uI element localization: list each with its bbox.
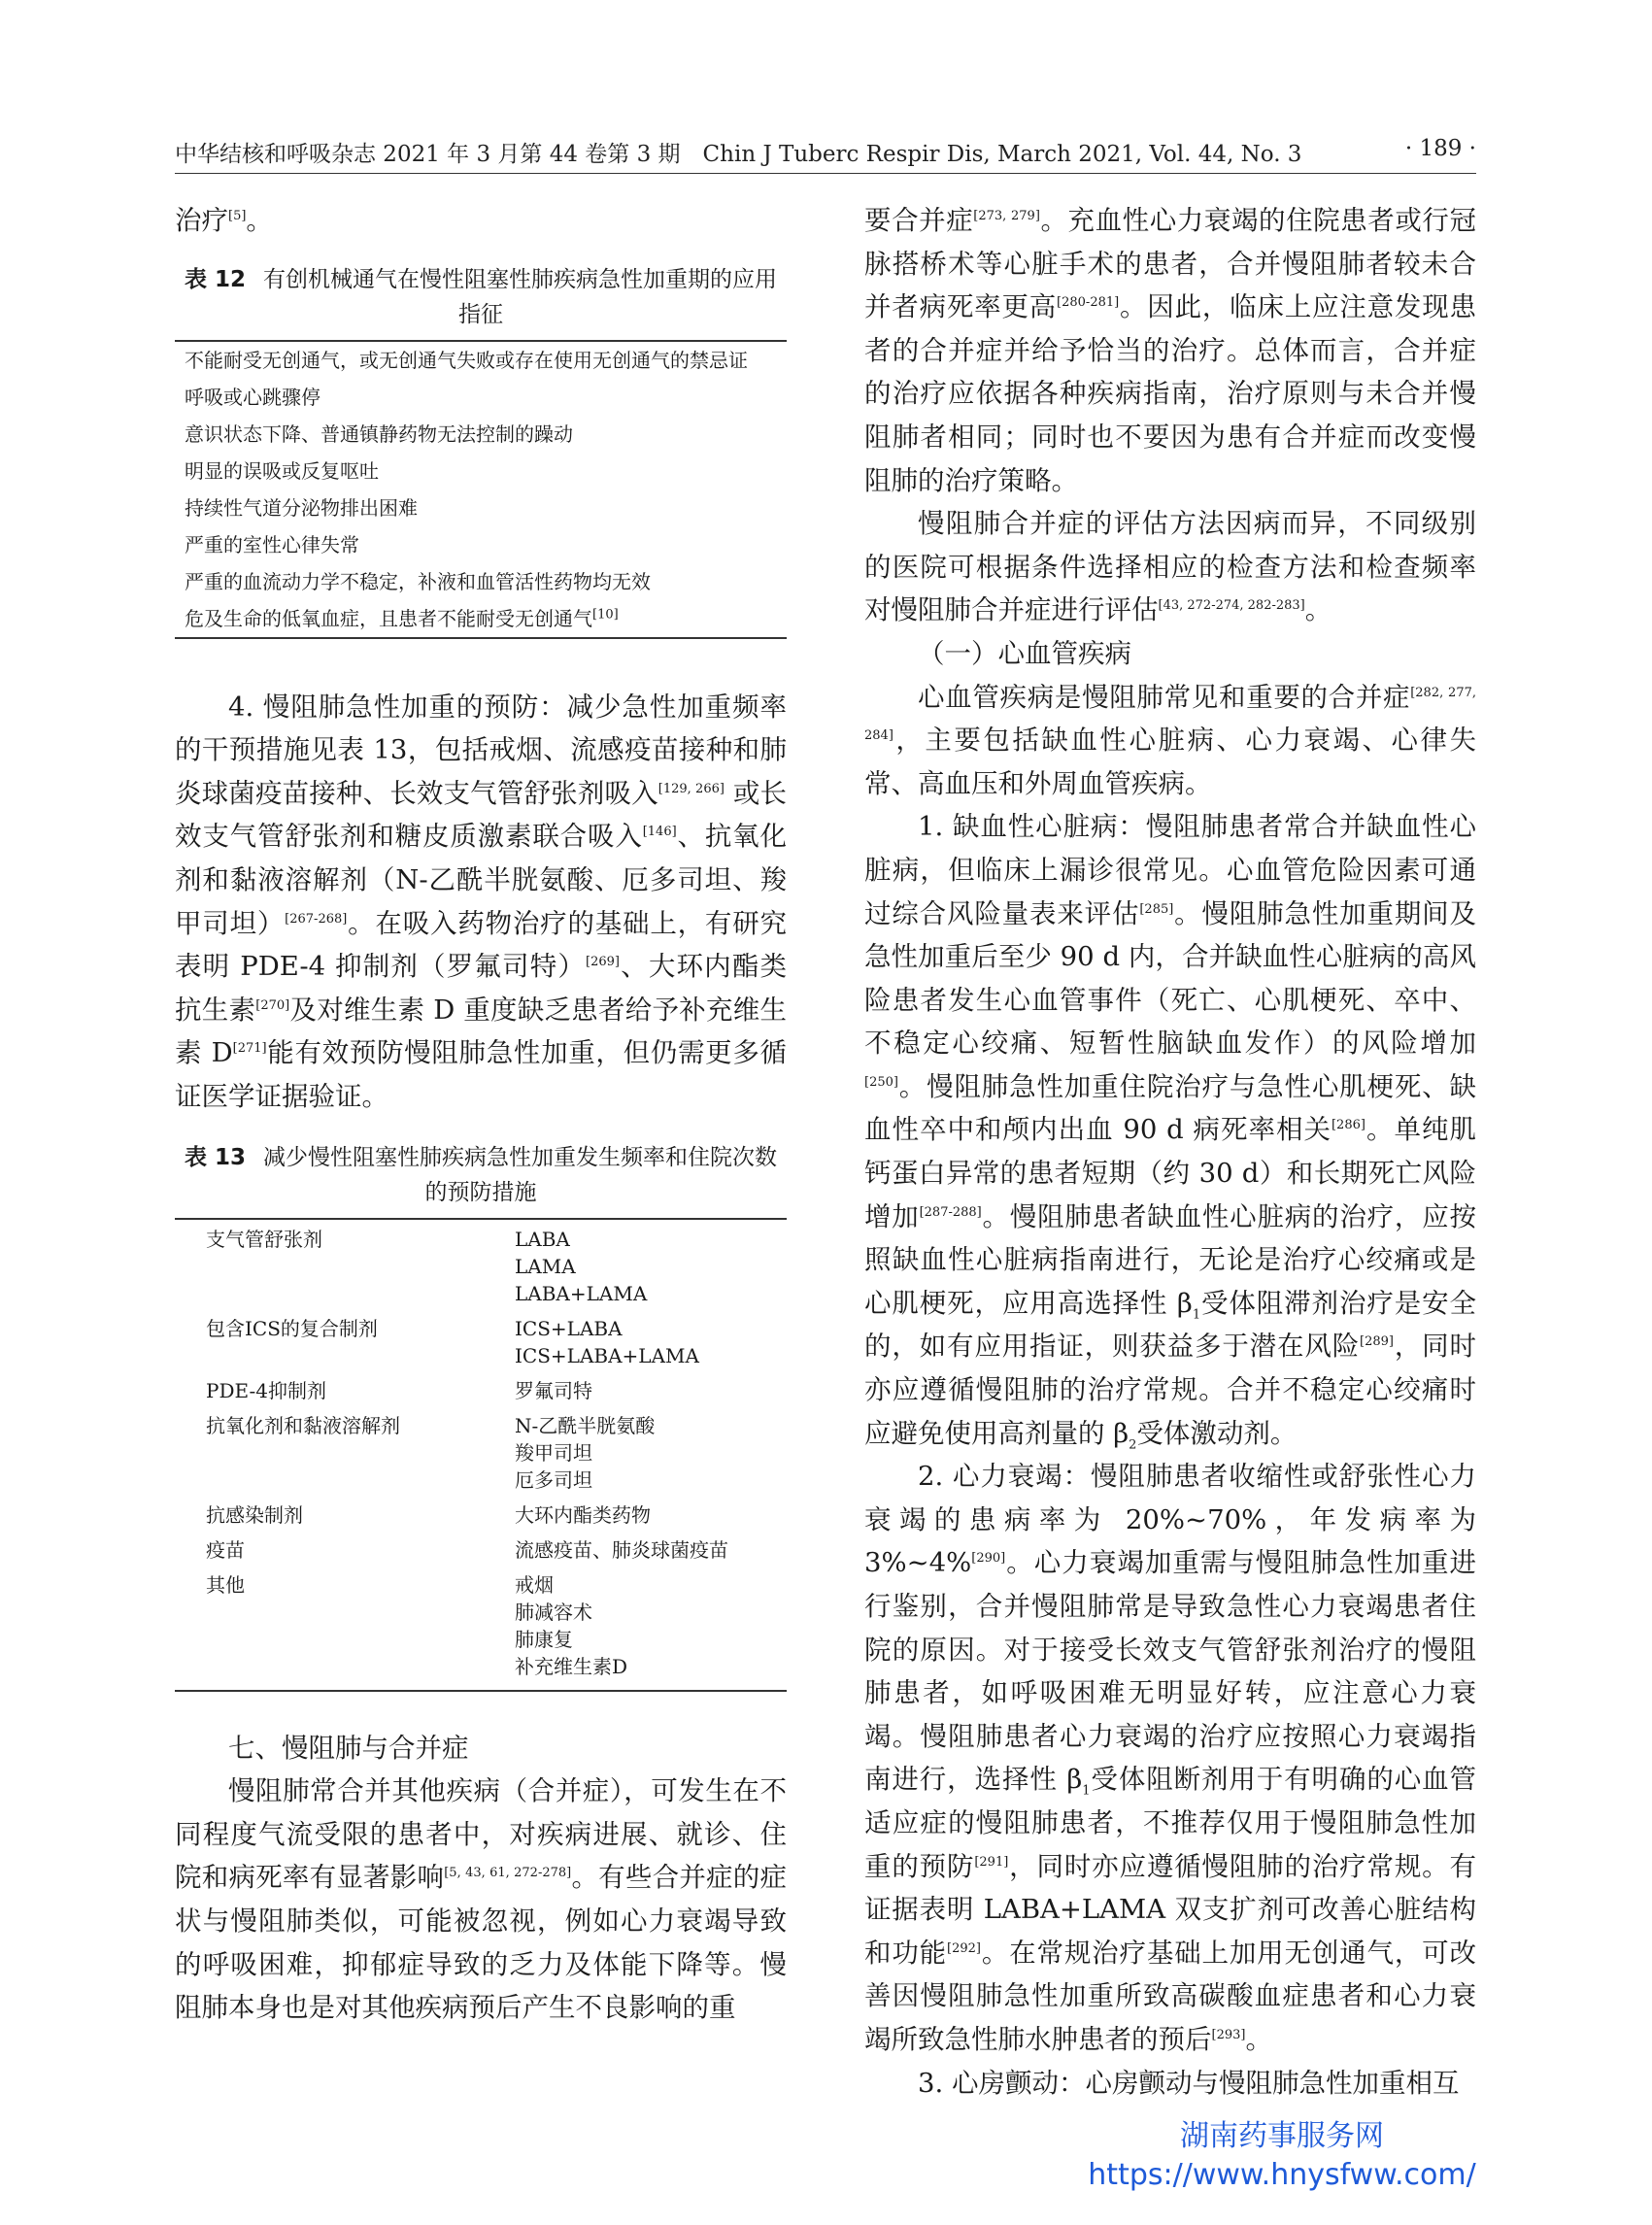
paragraph-assessment: 慢阻肺合并症的评估方法因病而异，不同级别的医院可根据条件选择相应的检查方法和检查频率对慢阻肺合并症进行评估[43, 272-274, 282-283]。 [864, 508, 1476, 626]
watermark [1078, 2117, 1486, 2195]
table-row: 支气管舒张剂 LABA LAMA LABA+LAMA [206, 1227, 648, 1305]
table-12-label: 表 12 [184, 266, 246, 292]
watermark-site-name: 湖南药事服务网 [1180, 2119, 1384, 2153]
header-rule [175, 173, 1476, 174]
paragraph-cardiovascular: 心血管疾病是慢阻肺常见和重要的合并症[282, 277, 284]，主要包括缺血性心脏病、心力衰竭、心律失常、高血压和外周血管疾病。 [864, 681, 1476, 799]
paragraph-prevention: 4. 慢阻肺急性加重的预防：减少急性加重频率的干预措施见表 13，包括戒烟、流感疫苗接种和肺炎球菌疫苗接种、长效支气管舒张剂吸入[129, 266] 或长效支气管舒张剂和糖皮质激素联合吸入[146]、抗氧化剂和黏液溶解剂（N-乙酰半胱氨酸、厄多司坦、羧甲司坦）[267-268]。在吸入药物治疗的基础上，有研究表明 PDE-4 抑制剂（罗氟司特）[269]、大环内酯类抗生素[270]及对维生素 D 重度缺乏患者给予补充维生素 D[271]能有效预防慢阻肺急性加重，但仍需更多循证医学证据验证。 [175, 691, 788, 1112]
table-row: 明显的误吸或反复呕吐 [185, 458, 379, 483]
table-row: 疫苗 流感疫苗、肺炎球菌疫苗 [206, 1537, 728, 1562]
watermark-url: https://www.hnysfww.com/ [1088, 2158, 1476, 2192]
subsection-heading: （一）心血管疾病 [918, 637, 1131, 669]
table-13 [175, 1218, 787, 1692]
table-row: 意识状态下降、普通镇静药物无法控制的躁动 [185, 421, 573, 446]
table-row: 严重的室性心律失常 [185, 532, 359, 556]
table-row: 抗氧化剂和黏液溶解剂 N-乙酰半胱氨酸 羧甲司坦 厄多司坦 [206, 1413, 656, 1492]
left-column [175, 199, 787, 2030]
table-row: 包含ICS的复合制剂 ICS+LABA ICS+LABA+LAMA [206, 1316, 699, 1367]
running-header [175, 136, 1476, 175]
table-12-title: 表 12 有创机械通气在慢性阻塞性肺疾病急性加重期的应用指征 [184, 266, 777, 327]
table-row: 不能耐受无创通气，或无创通气失败或存在使用无创通气的禁忌证 [185, 348, 748, 372]
table-13-label: 表 13 [184, 1144, 246, 1170]
paragraph-ischemic-heart-disease: 1. 缺血性心脏病：慢阻肺患者常合并缺血性心脏病，但临床上漏诊很常见。心血管危险因素可通过综合风险量表来评估[285]。慢阻肺急性加重期间及急性加重后至少 90 d 内，合并缺血性心脏病的高风险患者发生心血管事件（死亡、心肌梗死、卒中、不稳定心绞痛、短暂性脑缺血发作）的风险增加[250]。慢阻肺急性加重住院治疗与急性心肌梗死、缺血性卒中和颅内出血 90 d 病死率相关[286]。单纯肌钙蛋白异常的患者短期（约 30 d）和长期死亡风险增加[287-288]。慢阻肺患者缺血性心脏病的治疗，应按照缺血性心脏病指南进行，无论是治疗心绞痛或是心肌梗死，应用高选择性 $\beta_1$受体阻滞剂治疗是安全的，如有应用指证，则获益多于潜在风险[289]，同时亦应遵循慢阻肺的治疗常规。合并不稳定心绞痛时应避免使用高剂量的 $\beta_2$受体激动剂。 [864, 811, 1477, 1453]
table-row: PDE-4抑制剂 罗氟司特 [206, 1378, 592, 1402]
paragraph-heart-failure: 2. 心力衰竭：慢阻肺患者收缩性或舒张性心力衰竭的患病率为 20%~70%，年发病率为 3%~4%[290]。心力衰竭加重需与慢阻肺急性加重进行鉴别，合并慢阻肺常是导致急性心力衰竭患者住院的原因。对于接受长效支气管舒张剂治疗的慢阻肺患者，如呼吸困难无明显好转，应注意心力衰竭。慢阻肺患者心力衰竭的治疗应按照心力衰竭指南进行，选择性 $\beta_1$受体阻断剂用于有明确的心血管适应症的慢阻肺患者，不推荐仅用于慢阻肺急性加重的预防[291]，同时亦应遵循慢阻肺的治疗常规。有证据表明 LABA+LAMA 双支扩剂可改善心脏结构和功能[292]。在常规治疗基础上加用无创通气，可改善因慢阻肺急性加重所致高碳酸血症患者和心力衰竭所致急性肺水肿患者的预后[293]。 [864, 1461, 1477, 2055]
table-12 [175, 340, 787, 639]
journal-citation: 中华结核和呼吸杂志 2021 年 3 月第 44 卷第 3 期 Chin J Tuberc Respir Dis, March 2021, Vol. 44, No. 3 [175, 142, 1302, 167]
table-13-title: 表 13 减少慢性阻塞性肺疾病急性加重发生频率和住院次数的预防措施 [184, 1144, 777, 1205]
section-heading: 七、慢阻肺与合并症 [228, 1732, 469, 1764]
table-row: 呼吸或心跳骤停 [185, 385, 320, 409]
page-number: · 189 · [1404, 136, 1476, 161]
paragraph-continuation: 要合并症[273, 279]。充血性心力衰竭的住院患者或行冠脉搭桥术等心脏手术的患者，合并慢阻肺者较未合并者病死率更高[280-281]。因此，临床上应注意发现患者的合并症并给予恰当的治疗。总体而言，合并症的治疗应依据各种疾病指南，治疗原则与未合并慢阻肺者相同；同时也不要因为患有合并症而改变慢阻肺的治疗策略。 [864, 205, 1477, 496]
table-row: 严重的血流动力学不稳定，补液和血管活性药物均无效 [185, 569, 651, 593]
right-column [864, 199, 1476, 2105]
paragraph-continuation: 治疗[5]。 [175, 205, 273, 236]
paragraph-comorbidity: 慢阻肺常合并其他疾病（合并症），可发生在不同程度气流受限的患者中，对疾病进展、就诊、住院和病死率有显著影响[5, 43, 61, 272-278]。有些合并症的症状与慢阻肺类似，可能被忽视，例如心力衰竭导致的呼吸困难，抑郁症导致的乏力及体能下降等。慢阻肺本身也是对其他疾病预后产生不良影响的重 [175, 1775, 788, 2024]
paragraph-atrial-fibrillation: 3. 心房颤动：心房颤动与慢阻肺急性加重相互 [918, 2067, 1460, 2099]
table-row: 危及生命的低氧血症，且患者不能耐受无创通气[10] [185, 606, 619, 630]
table-row: 抗感染制剂 大环内酯类药物 [206, 1502, 651, 1527]
table-row: 其他 戒烟 肺减容术 肺康复 补充维生素D [206, 1572, 628, 1678]
table-row: 持续性气道分泌物排出困难 [185, 495, 418, 520]
